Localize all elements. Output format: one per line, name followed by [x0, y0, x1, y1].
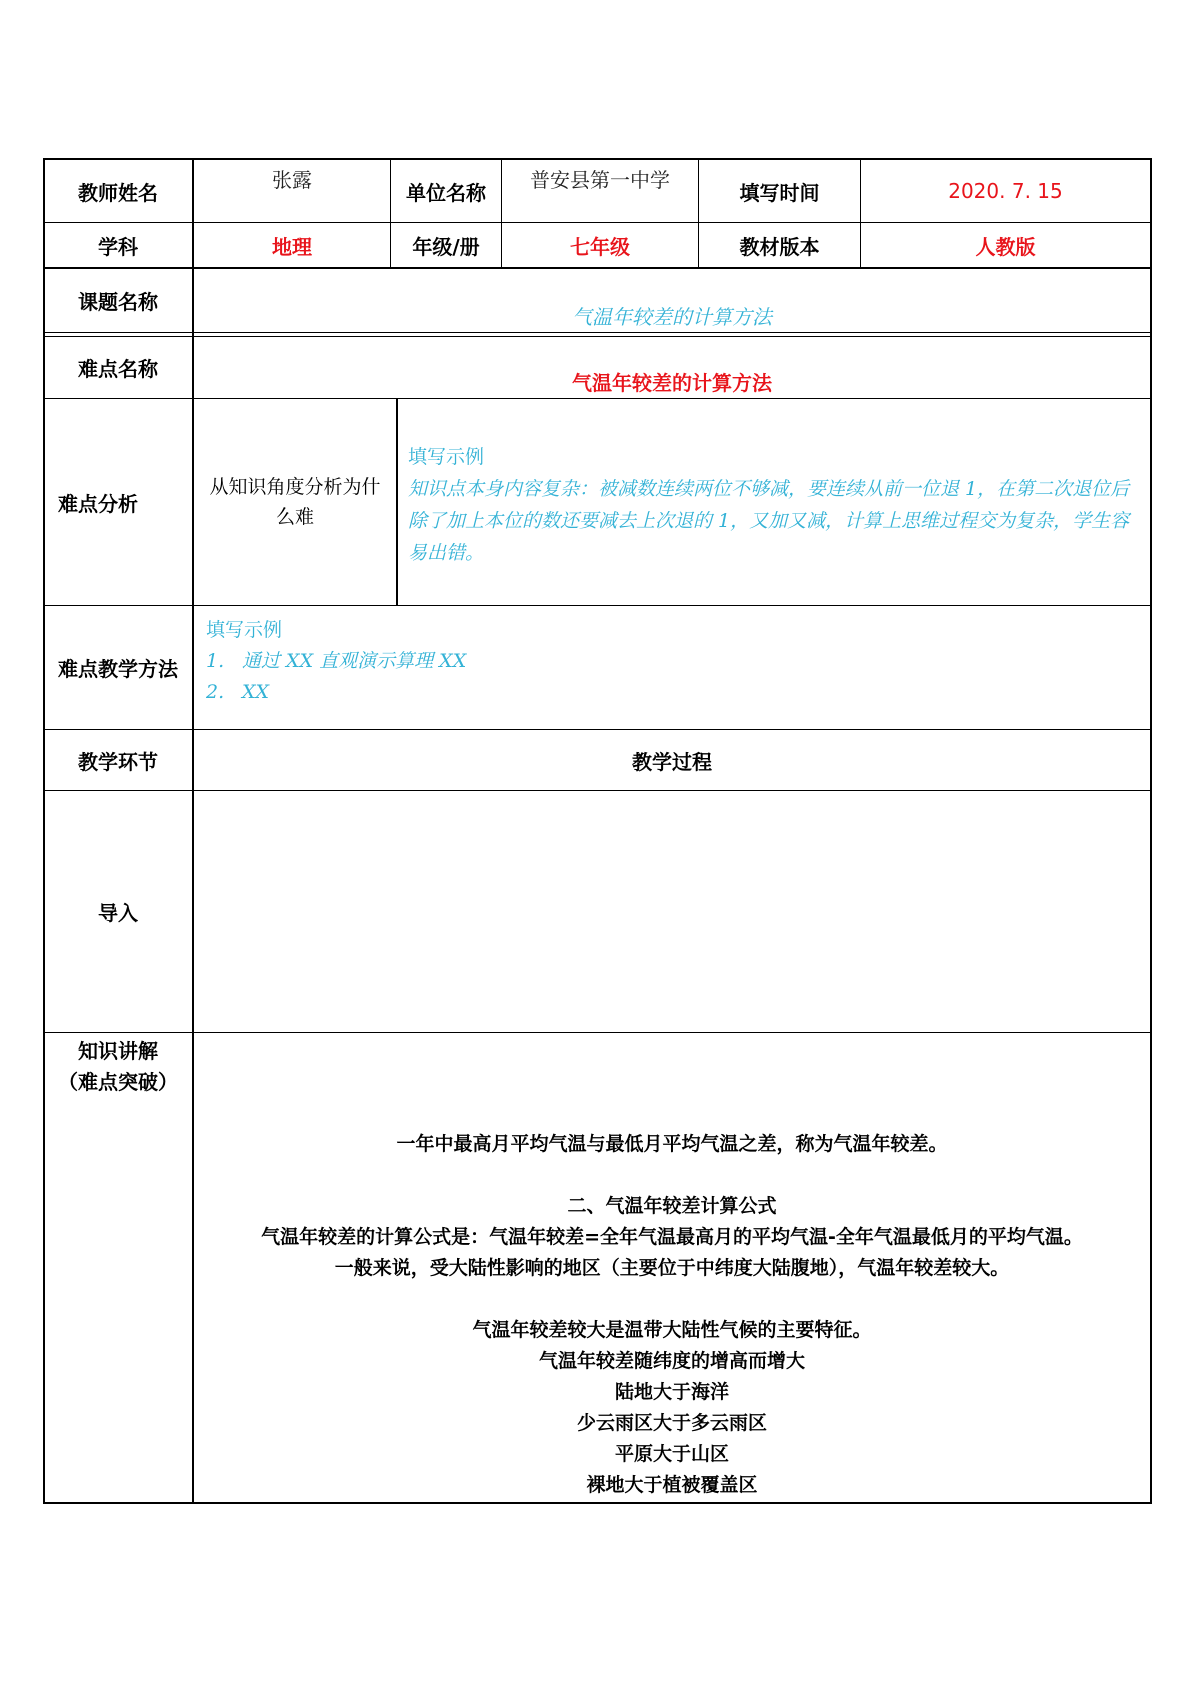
- knowledge-line: 平原大于山区: [614, 1443, 729, 1465]
- row-divider: [43, 1032, 1152, 1033]
- knowledge-line: 少云雨区大于多云雨区: [576, 1412, 767, 1434]
- stage-header: 教学环节: [78, 749, 158, 774]
- grade-label: 年级/册: [412, 234, 480, 259]
- knowledge-line: 气温年较差的计算公式是：气温年较差=全年气温最高月的平均气温-全年气温最低月的平均气温。: [261, 1226, 1083, 1248]
- method-item: [206, 646, 1136, 677]
- analysis-example: [408, 441, 1143, 569]
- fill-date-label: 填写时间: [739, 180, 820, 205]
- knowledge-line: 裸地大于植被覆盖区: [586, 1474, 758, 1496]
- subject-value: 地理: [272, 234, 312, 259]
- method-item: [206, 677, 1136, 708]
- knowledge-content: [194, 1129, 1150, 1501]
- knowledge-line: 一般来说，受大陆性影响的地区（主要位于中纬度大陆腹地），气温年较差较大。: [334, 1257, 1010, 1279]
- method-item-number: 1.: [206, 650, 225, 672]
- topic-value: 气温年较差的计算方法: [572, 304, 772, 329]
- topic-label: 课题名称: [78, 290, 158, 314]
- intro-content: [194, 791, 1150, 1032]
- row-divider: [43, 336, 1152, 337]
- teacher-name-value: 张露: [272, 167, 312, 192]
- knowledge-line: 陆地大于海洋: [614, 1381, 729, 1403]
- row-divider: [43, 267, 1152, 269]
- knowledge-label: [43, 1036, 193, 1098]
- process-header: 教学过程: [632, 749, 712, 774]
- intro-label: 导入: [98, 901, 138, 925]
- method-item-number: 2.: [206, 681, 225, 703]
- row-divider: [43, 332, 1152, 333]
- analysis-label: 难点分析: [58, 491, 138, 516]
- knowledge-line: 气温年较差随纬度的增高而增大: [538, 1350, 805, 1372]
- fill-date-value: 2020. 7. 15: [948, 179, 1063, 203]
- grade-value: 七年级: [570, 234, 630, 259]
- analysis-example-text: 知识点本身内容复杂：被减数连续两位不够减，要连续从前一位退 1，在第二次退位后除了加上本位的数还要减去上次退的 1，又加又减，计算上思维过程交为复杂，学生容易出错。: [408, 478, 1130, 564]
- method-example-title: 填写示例: [206, 619, 283, 641]
- edition-label: 教材版本: [739, 234, 820, 259]
- table-border-right: [1150, 158, 1152, 1504]
- lesson-plan-table: [43, 158, 1152, 1504]
- knowledge-line: 一年中最高月平均气温与最低月平均气温之差，称为气温年较差。: [396, 1133, 948, 1155]
- knowledge-label-line1: 知识讲解: [78, 1039, 158, 1063]
- difficulty-label: 难点名称: [78, 357, 158, 381]
- analysis-example-title: 填写示例: [408, 446, 485, 468]
- edition-value: 人教版: [975, 234, 1036, 259]
- method-item-text: XX: [242, 681, 270, 703]
- unit-name-label: 单位名称: [406, 180, 486, 205]
- knowledge-line: 气温年较差较大是温带大陆性气候的主要特征。: [472, 1319, 872, 1341]
- analysis-sub-label: 从知识角度分析为什么难: [209, 476, 381, 528]
- teacher-name-label: 教师姓名: [78, 180, 158, 205]
- column-divider: [396, 398, 398, 605]
- method-example: [206, 615, 1136, 708]
- method-label: 难点教学方法: [58, 657, 178, 681]
- knowledge-heading: 二、气温年较差计算公式: [567, 1195, 777, 1217]
- knowledge-line: [194, 1160, 1150, 1191]
- difficulty-value: 气温年较差的计算方法: [572, 370, 772, 395]
- knowledge-label-line2: （难点突破）: [58, 1070, 178, 1094]
- subject-label: 学科: [98, 234, 138, 259]
- unit-name-value: 普安县第一中学: [530, 167, 670, 192]
- method-item-text: 通过 XX 直观演示算理 XX: [242, 650, 467, 672]
- knowledge-line: [194, 1284, 1150, 1315]
- row-divider: [43, 605, 1152, 606]
- table-border-bottom: [43, 1502, 1152, 1504]
